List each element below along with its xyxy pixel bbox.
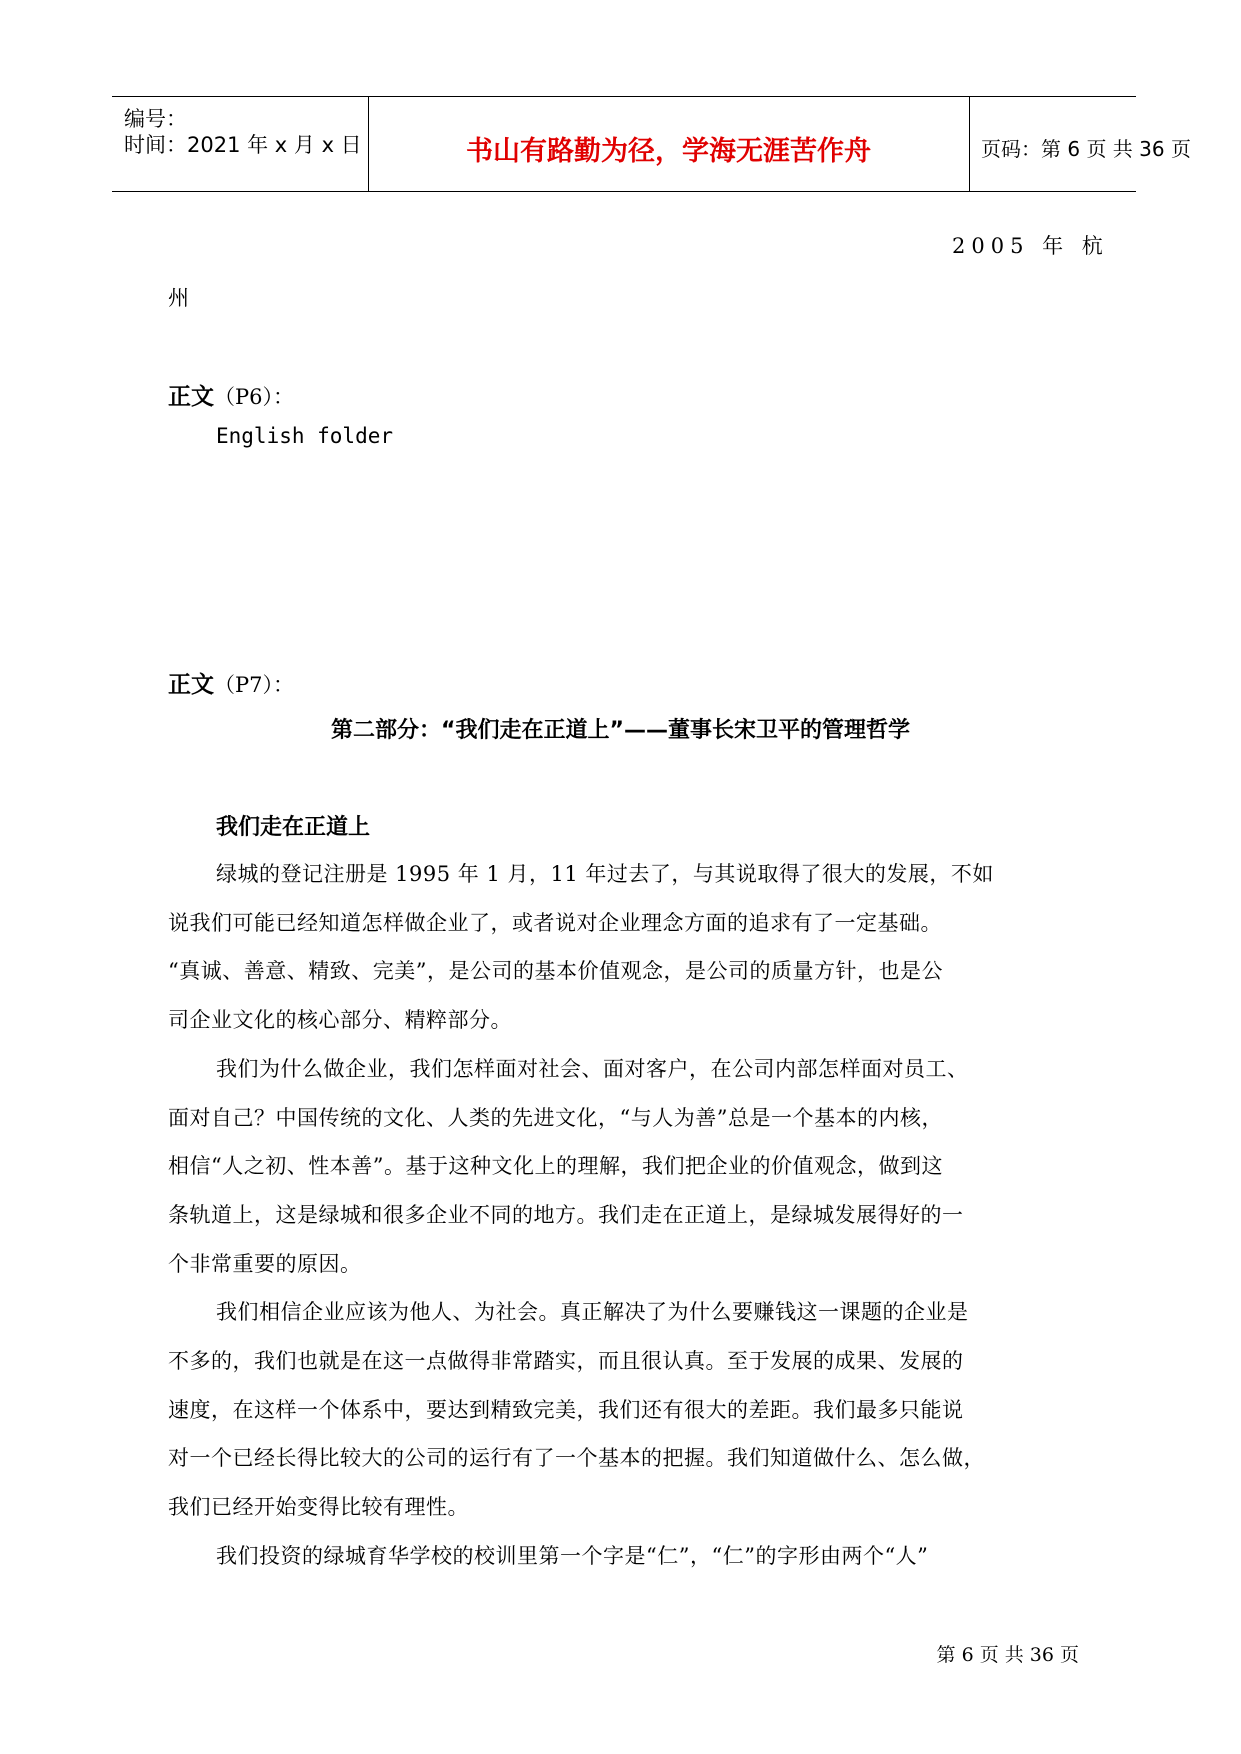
- p6-body: English folder: [216, 424, 394, 448]
- header-motto-cell: [368, 97, 969, 191]
- p7-heading-bold: 正文: [168, 672, 214, 698]
- part-title: 第二部分：“我们走在正道上”——董事长宋卫平的管理哲学: [331, 718, 910, 743]
- p7-heading: [168, 666, 294, 699]
- body-line: 相信“人之初、性本善”。基于这种文化上的理解，我们把企业的价值观念，做到这: [168, 1154, 943, 1178]
- number-label: 编号：: [124, 107, 187, 131]
- body-line: 我们已经开始变得比较有理性。: [168, 1495, 469, 1519]
- subheading: 我们走在正道上: [216, 815, 371, 840]
- body-line: 说我们可能已经知道怎样做企业了，或者说对企业理念方面的追求有了一定基础。: [168, 911, 942, 935]
- body-line: “真诚、善意、精致、完美”，是公司的基本价值观念，是公司的质量方针，也是公: [168, 959, 943, 983]
- body-line: 不多的，我们也就是在这一点做得非常踏实，而且很认真。至于发展的成果、发展的: [168, 1349, 964, 1373]
- page-footer: 第 6 页 共 36 页: [936, 1644, 1079, 1666]
- motto-text: 书山有路勤为径，学海无涯苦作舟: [466, 136, 871, 167]
- body-line: 我们投资的绿城育华学校的校训里第一个字是“仁”，“仁”的字形由两个“人”: [216, 1544, 929, 1568]
- header-page-cell: [969, 97, 1191, 191]
- body-line: 我们为什么做企业，我们怎样面对社会、面对客户，在公司内部怎样面对员工、: [216, 1057, 969, 1081]
- body-line: 司企业文化的核心部分、精粹部分。: [168, 1008, 512, 1032]
- time-label: 时间：2021 年 x 月 x 日: [124, 133, 362, 157]
- p6-heading: [168, 378, 294, 411]
- page-info: 页码：第 6 页 共 36 页: [981, 137, 1191, 161]
- body-line: 条轨道上，这是绿城和很多企业不同的地方。我们走在正道上，是绿城发展得好的一: [168, 1203, 964, 1227]
- p6-heading-rest: （P6）：: [214, 385, 294, 409]
- body-line: 绿城的登记注册是 1995 年 1 月，11 年过去了，与其说取得了很大的发展，不如: [216, 862, 994, 886]
- p7-heading-rest: （P7）：: [214, 673, 294, 697]
- year-city-line1: 2005 年 杭: [952, 234, 1109, 258]
- header-table: [112, 96, 1191, 192]
- body-line: 速度，在这样一个体系中，要达到精致完美，我们还有很大的差距。我们最多只能说: [168, 1398, 964, 1422]
- body-line: 面对自己？中国传统的文化、人类的先进文化，“与人为善”总是一个基本的内核，: [168, 1106, 943, 1130]
- body-line: 对一个已经长得比较大的公司的运行有了一个基本的把握。我们知道做什么、怎么做，: [168, 1446, 985, 1470]
- p6-heading-bold: 正文: [168, 384, 214, 410]
- header-meta-cell: [112, 97, 368, 191]
- body-line: 个非常重要的原因。: [168, 1252, 362, 1276]
- body-line: 我们相信企业应该为他人、为社会。真正解决了为什么要赚钱这一课题的企业是: [216, 1300, 969, 1324]
- year-city-line2: 州: [168, 286, 189, 310]
